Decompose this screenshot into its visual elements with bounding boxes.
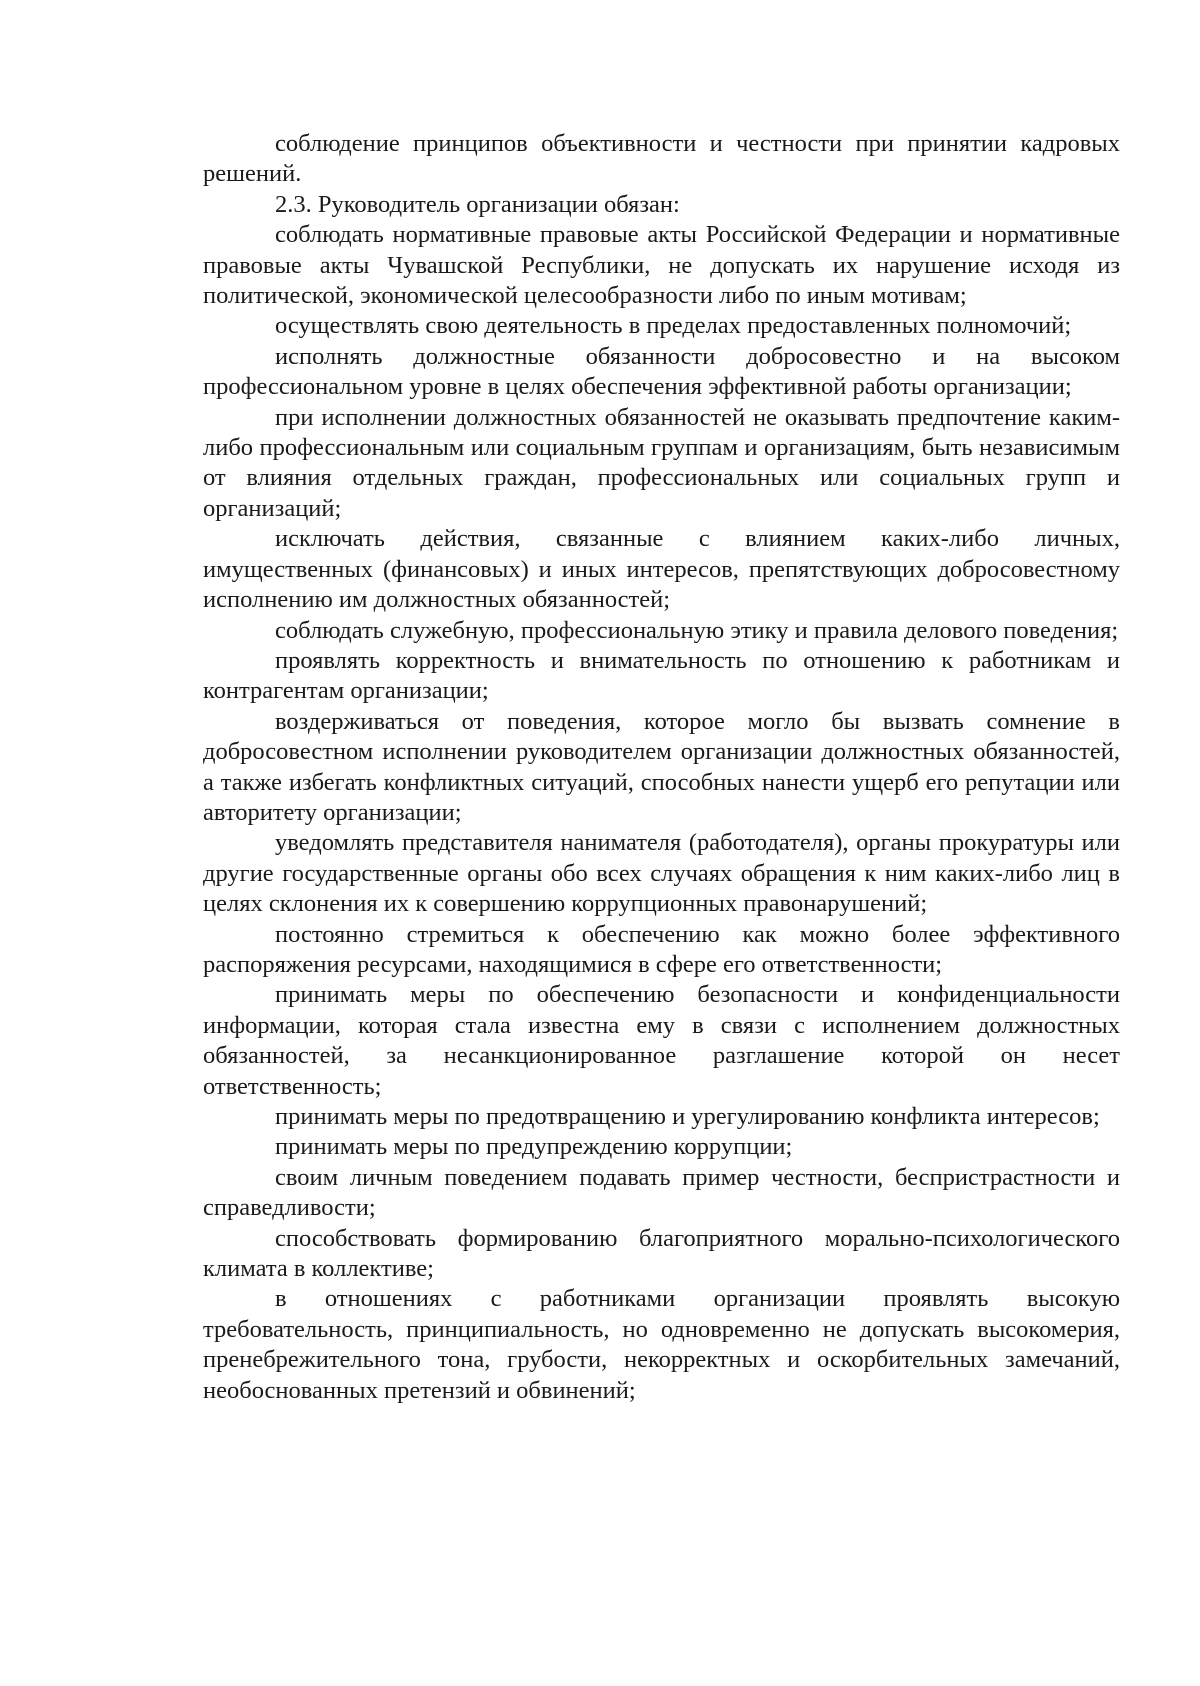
paragraph-item: осуществлять свою деятельность в пределах предоставленных полномочий; xyxy=(275,312,1072,340)
paragraph-item: постоянно стремиться к обеспечению как можно более эффективного распоряжения ресурсами, находящимися в сфере его ответственности; xyxy=(203,920,1120,978)
paragraph-item: принимать меры по предупреждению коррупции; xyxy=(275,1133,793,1161)
paragraph-item: проявлять корректность и внимательность по отношению к работникам и контрагентам организации; xyxy=(203,646,1120,705)
paragraph-item: воздерживаться от поведения, которое могло бы вызвать сомнение в добросовестном исполнении руководителем организации должностных обязанностей, а также избегать конфликтных ситуаций, способных нанести ущерб его репутации или авторитету организации; xyxy=(203,707,1120,826)
paragraph-item: в отношениях с работниками организации проявлять высокую требовательность, принципиальность, но одновременно не допускать высокомерия, пренебрежительного тона, грубости, некорректных и оскорбительных замечаний, необоснованных претензий и обвинений; xyxy=(203,1285,1120,1404)
paragraph-item: способствовать формированию благоприятного морально-психологического климата в коллективе; xyxy=(203,1224,1120,1283)
paragraph-item: уведомлять представителя нанимателя (работодателя), органы прокуратуры или другие государственные органы обо всех случаях обращения к ним каких-либо лиц в целях склонения их к совершению коррупционных правонарушений; xyxy=(203,829,1120,918)
paragraph-item: исключать действия, связанные с влиянием каких-либо личных, имущественных (финансовых) и иных интересов, препятствующих добросовестному исполнению им должностных обязанностей; xyxy=(203,525,1120,614)
paragraph-item: принимать меры по обеспечению безопасности и конфиденциальности информации, которая стала известна ему в связи с исполнением должностных обязанностей, за несанкционированное разглашение которой он несет ответственность; xyxy=(203,981,1120,1100)
document-body xyxy=(203,129,1120,1406)
paragraph-item: исполнять должностные обязанности добросовестно и на высоком профессиональном уровне в целях обеспечения эффективной работы организации; xyxy=(203,342,1120,401)
paragraph-item: принимать меры по предотвращению и урегулированию конфликта интересов; xyxy=(275,1103,1100,1130)
paragraph-item: соблюдать служебную, профессиональную этику и правила делового поведения; xyxy=(275,616,1119,644)
paragraph-item: при исполнении должностных обязанностей не оказывать предпочтение каким-либо профессиональным или социальным группам и организациям, быть независимым от влияния отдельных граждан, профессиональных или социальных групп и организаций; xyxy=(203,403,1120,522)
paragraph-continuation: соблюдение принципов объективности и честности при принятии кадровых решений. xyxy=(203,130,1120,188)
paragraph-item: своим личным поведением подавать пример честности, беспристрастности и справедливости; xyxy=(203,1163,1120,1222)
section-heading-2-3: 2.3. Руководитель организации обязан: xyxy=(275,190,680,218)
paragraph-item: соблюдать нормативные правовые акты Российской Федерации и нормативные правовые акты Чувашской Республики, не допускать их нарушение исходя из политической, экономической целесообразности либо по иным мотивам; xyxy=(203,221,1120,310)
